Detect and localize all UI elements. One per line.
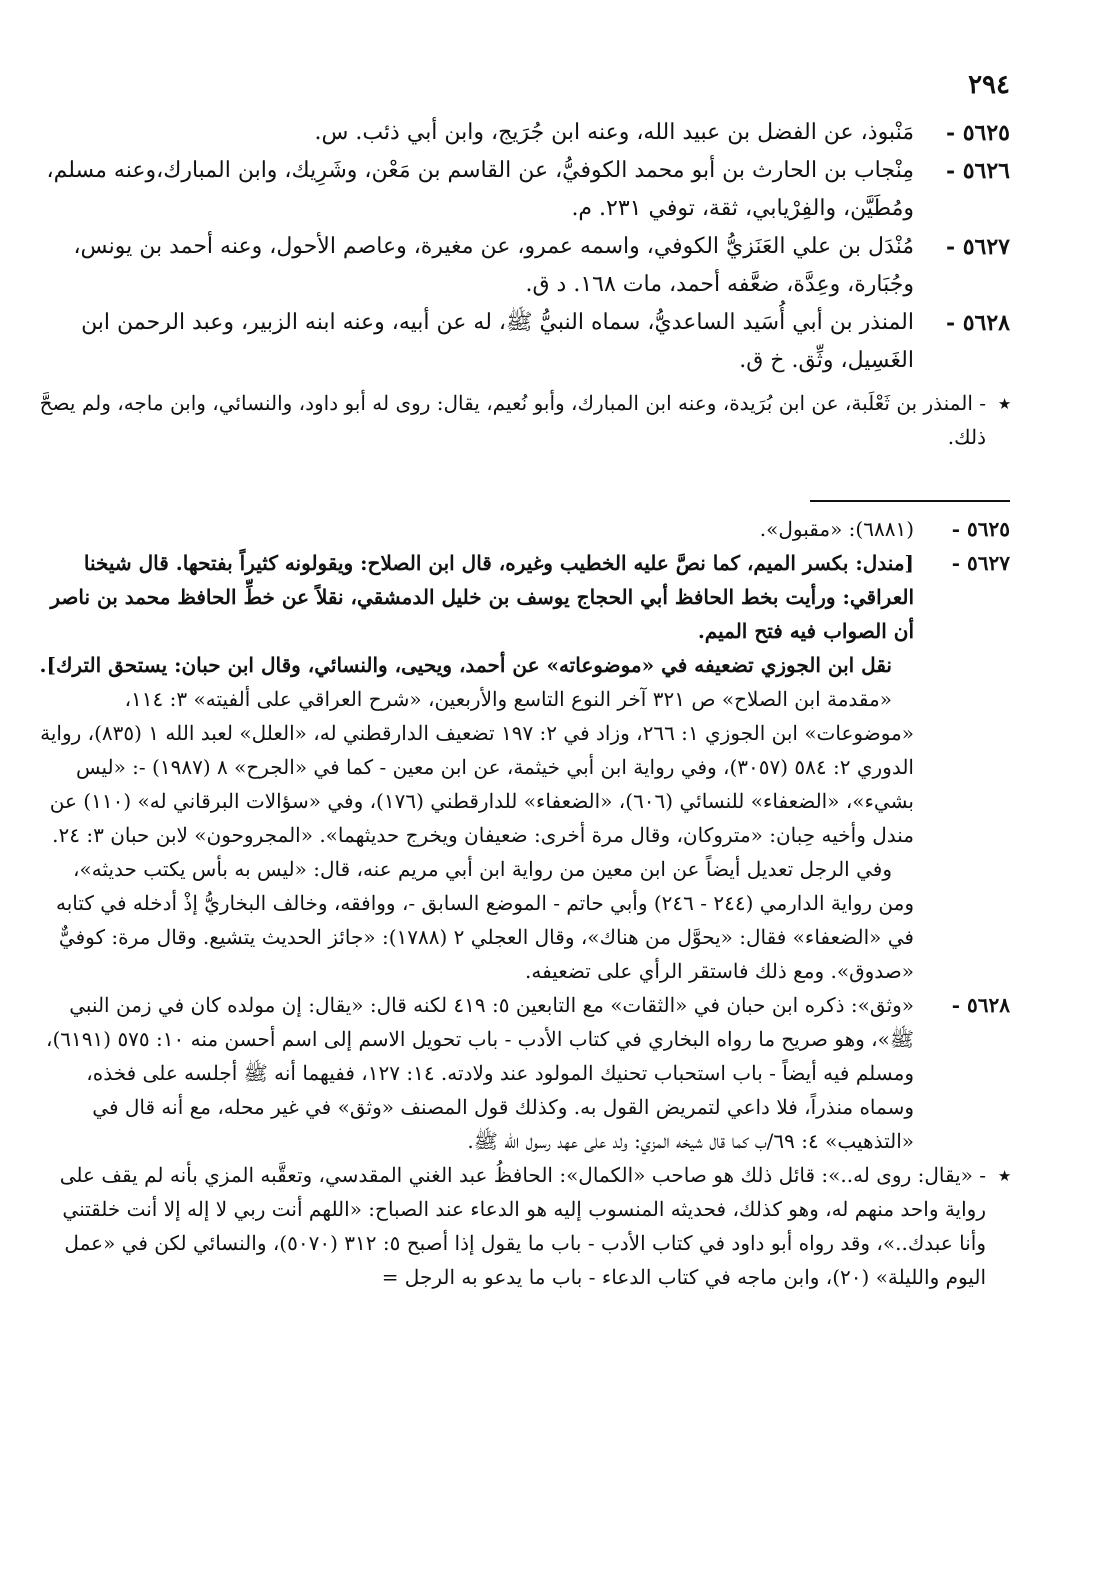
page-number: ٢٩٤ (968, 70, 1010, 100)
footnote-text: - «يقال: روى له..»: قائل ذلك هو صاحب «الكمال»: الحافظُ عبد الغني المقدسي، وتعقَّبه المزي بأنه لم يقف على رواية واحد منهم له، وهو كذلك، فحديثه المنسوب إليه هو الدعاء عند الصباح: «اللهم أنت ربي لا إله إلا أنت خلقتني وأنا عبدك..»، وقد رواه أبو داود في كتاب الأدب - باب ما يقول إذا أصبح ٥: ٣١٢ (٥٠٧٠)، والنسائي لكن في «عمل اليوم والليلة» (٢٠)، وابن ماجه في كتاب الدعاء - باب ما يدعو به الرجل = (59, 1163, 986, 1289)
entry-5627 (38, 228, 1010, 304)
footnote-5625 (38, 512, 1010, 546)
entry-number: ٥٦٢٦ - (945, 158, 1010, 184)
footnote-text: (٦٨٨١): «مقبول». (759, 517, 914, 541)
note-text: - المنذر بن ثَعْلَبة، عن ابن بُرَيدة، وعنه ابن المبارك، وأبو نُعيم، يقال: روى له أبو داود، والنسائي، وابن ماجه، ولم يصحَّ ذلك. (39, 391, 986, 449)
entry-text: مَنْبوذ، عن الفضل بن عبيد الله، وعنه ابن جُرَيج، وابن أبي ذئب. س. (314, 120, 914, 145)
footnote-number: ٥٦٢٧ - (951, 551, 1010, 575)
footnote-divider (810, 500, 1010, 502)
footnote-paragraph: نقل ابن الجوزي تضعيفه في «موضوعاته» عن أحمد، ويحيى، والنسائي، وقال ابن حبان: يستحق الترك]. (39, 653, 892, 677)
footnote-paragraph: «مقدمة ابن الصلاح» ص ٣٢١ آخر النوع التاسع والأربعين، «شرح العراقي على ألفيته» ٣: ١١٤، «موضوعات» ابن الجوزي ١: ٢٦٦، وزاد في ٢: ١٩٧ تضعيف الدارقطني له، «العلل» لعبد الله ١ (٨٣٥)، رواية الدوري ٢: ٥٨٤ (٣٠٥٧)، وفي رواية ابن أبي خيثمة، عن ابن معين - كما في «الجرح» ٨ (١٩٨٧) -: «ليس بشيء»، «الضعفاء» للنسائي (٦٠٦)، «الضعفاء» للدارقطني (١٧٦)، وفي «سؤالات البرقاني له» (١١٠) عن مندل وأخيه حِبان: «متروكان، وقال مرة أخرى: ضعيفان ويخرج حديثهما». «المجروحون» لابن حبان ٣: ٢٤. (40, 687, 914, 847)
footnote-5627 (38, 546, 1010, 648)
footnote-paragraph: وفي الرجل تعديل أيضاً عن ابن معين من رواية ابن أبي مريم عنه، قال: «ليس به بأس يكتب حديثه»، ومن رواية الدارمي (٢٤٤ - ٢٤٦) وأبي حاتم - الموضع السابق -، ووافقه، وخالف البخاريُّ إذْ أدخله في كتابه في «الضعفاء» فقال: «يحوَّل من هناك»، وقال العجلي ٢ (١٧٨٨): «جائز الحديث يتشيع. وقال مرة: كوفيٌّ «صدوق». ومع ذلك فاستقر الرأي على تضعيفه. (56, 857, 914, 983)
entry-5625 (38, 114, 1010, 152)
footnote-5628 (38, 988, 1010, 1158)
asterisk-icon: ٭ (999, 391, 1010, 415)
entry-text: مِنْجاب بن الحارث بن أبو محمد الكوفيُّ، عن القاسم بن مَعْن، وشَرِيك، وابن المبارك،وعنه مسلم، ومُطَيَّن، والفِرْيابي، ثقة، توفي ٢٣١. م. (46, 158, 914, 221)
entry-number: ٥٦٢٥ - (945, 120, 1010, 146)
entry-5626 (38, 152, 1010, 228)
footnote-text: «وثق»: ذكره ابن حبان في «الثقات» مع التابعين ٥: ٤١٩ لكنه قال: «يقال: إن مولده كان في زمن النبي ﷺ»، وهو صريح ما رواه البخاري في كتاب الأدب - باب تحويل الاسم إلى اسم أحسن منه ١٠: ٥٧٥ (٦١٩١)، ومسلم فيه أيضاً - باب استحباب تحنيك المولود عند ولادته. ١٤: ١٢٧، ففيهما أنه ﷺ أجلسه على فخذه، وسماه منذراً، فلا داعي لتمريض القول به. وكذلك قول المصنف «وثق» في غير محله، مع أنه قال في «التذهيب» ٤: ٦٩/ب كما قال شيخه المزي: ولد على عهد رسول الله ﷺ. (46, 993, 914, 1153)
asterisk-icon: ٭ (999, 1163, 1010, 1187)
book-page (38, 70, 1010, 1570)
starred-note (38, 386, 1010, 454)
footnote-text: [مندل: بكسر الميم، كما نصَّ عليه الخطيب وغيره، قال ابن الصلاح: ويقولونه كثيراً بفتحها. قال شيخنا العراقي: ورأيت بخط الحافظ أبي الحجاج يوسف بن خليل الدمشقي، نقلاً عن خطِّ الحافظ محمد بن ناصر أن الصواب فيه فتح الميم. (50, 551, 914, 643)
entry-number: ٥٦٢٨ - (945, 310, 1010, 336)
footnote-starred (38, 1158, 1010, 1294)
footnote-number: ٥٦٢٨ - (951, 993, 1010, 1017)
entry-text: المنذر بن أبي أُسَيد الساعديُّ، سماه النبيُّ ﷺ، له عن أبيه، وعنه ابنه الزبير، وعبد الرحمن ابن الغَسِيل، وثِّق. خ ق. (81, 310, 914, 373)
entry-5628 (38, 304, 1010, 380)
footnote-number: ٥٦٢٥ - (951, 517, 1010, 541)
entry-text: مُنْدَل بن علي العَنَزيُّ الكوفي، واسمه عمرو، عن مغيرة، وعاصم الأحول، وعنه أحمد بن يونس، وجُبَارة، وعِدَّة، ضعَّفه أحمد، مات ١٦٨. د ق. (73, 234, 914, 297)
entry-number: ٥٦٢٧ - (945, 234, 1010, 260)
